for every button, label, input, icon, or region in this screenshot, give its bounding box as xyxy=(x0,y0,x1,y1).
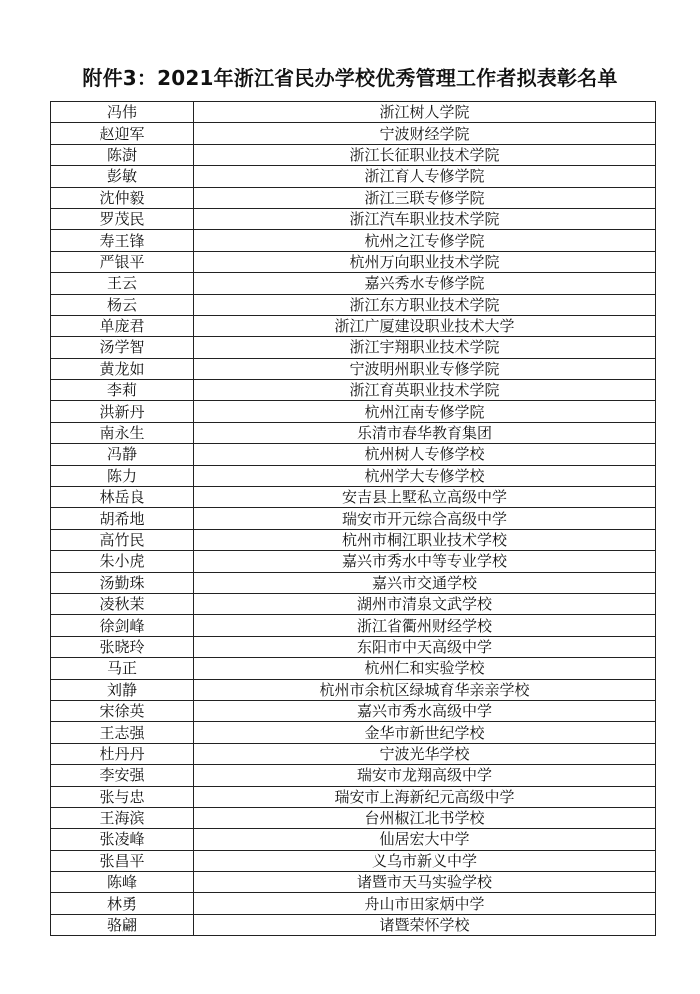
name-cell: 朱小虎 xyxy=(51,551,194,572)
table-row xyxy=(51,358,656,379)
name-cell: 李安强 xyxy=(51,765,194,786)
table-row xyxy=(51,658,656,679)
name-cell: 严银平 xyxy=(51,251,194,272)
name-cell: 赵迎军 xyxy=(51,123,194,144)
table-row xyxy=(51,422,656,443)
organization-cell: 浙江育英职业技术学院 xyxy=(194,380,656,401)
table-row xyxy=(51,230,656,251)
name-cell: 冯静 xyxy=(51,444,194,465)
organization-cell: 浙江树人学院 xyxy=(194,102,656,123)
organization-cell: 台州椒江北书学校 xyxy=(194,807,656,828)
table-row xyxy=(51,914,656,935)
organization-cell: 杭州仁和实验学校 xyxy=(194,658,656,679)
organization-cell: 嘉兴秀水专修学院 xyxy=(194,273,656,294)
name-cell: 冯伟 xyxy=(51,102,194,123)
organization-cell: 浙江汽车职业技术学院 xyxy=(194,208,656,229)
table-row xyxy=(51,850,656,871)
table-row xyxy=(51,700,656,721)
table-row xyxy=(51,337,656,358)
table-row xyxy=(51,786,656,807)
table-row xyxy=(51,743,656,764)
organization-cell: 杭州之江专修学院 xyxy=(194,230,656,251)
organization-cell: 浙江育人专修学院 xyxy=(194,166,656,187)
name-cell: 张晓玲 xyxy=(51,636,194,657)
table-row xyxy=(51,273,656,294)
name-cell: 陈峰 xyxy=(51,872,194,893)
organization-cell: 浙江东方职业技术学院 xyxy=(194,294,656,315)
table-row xyxy=(51,636,656,657)
table-row xyxy=(51,444,656,465)
name-cell: 王志强 xyxy=(51,722,194,743)
name-cell: 张与忠 xyxy=(51,786,194,807)
name-cell: 宋徐英 xyxy=(51,700,194,721)
organization-cell: 金华市新世纪学校 xyxy=(194,722,656,743)
table-row xyxy=(51,187,656,208)
organization-cell: 诸暨市天马实验学校 xyxy=(194,872,656,893)
name-cell: 王云 xyxy=(51,273,194,294)
table-row xyxy=(51,872,656,893)
table-row xyxy=(51,829,656,850)
name-cell: 寿王锋 xyxy=(51,230,194,251)
table-row xyxy=(51,529,656,550)
name-cell: 王海滨 xyxy=(51,807,194,828)
table-row xyxy=(51,294,656,315)
table-row xyxy=(51,401,656,422)
name-cell: 凌秋茉 xyxy=(51,593,194,614)
organization-cell: 东阳市中天高级中学 xyxy=(194,636,656,657)
name-cell: 张昌平 xyxy=(51,850,194,871)
table-row xyxy=(51,679,656,700)
table-row xyxy=(51,615,656,636)
table-row xyxy=(51,465,656,486)
organization-cell: 杭州树人专修学校 xyxy=(194,444,656,465)
organization-cell: 浙江省衢州财经学校 xyxy=(194,615,656,636)
organization-cell: 杭州市桐江职业技术学校 xyxy=(194,529,656,550)
table-row xyxy=(51,251,656,272)
name-cell: 罗茂民 xyxy=(51,208,194,229)
organization-cell: 湖州市清泉文武学校 xyxy=(194,593,656,614)
name-cell: 陈澍 xyxy=(51,144,194,165)
name-cell: 刘静 xyxy=(51,679,194,700)
name-cell: 洪新丹 xyxy=(51,401,194,422)
organization-cell: 瑞安市上海新纪元高级中学 xyxy=(194,786,656,807)
organization-cell: 乐清市春华教育集团 xyxy=(194,422,656,443)
name-cell: 杨云 xyxy=(51,294,194,315)
organization-cell: 杭州学大专修学校 xyxy=(194,465,656,486)
table-row xyxy=(51,551,656,572)
organization-cell: 舟山市田家炳中学 xyxy=(194,893,656,914)
organization-cell: 杭州市余杭区绿城育华亲亲学校 xyxy=(194,679,656,700)
table-row xyxy=(51,508,656,529)
name-cell: 南永生 xyxy=(51,422,194,443)
table-row xyxy=(51,722,656,743)
name-cell: 林岳良 xyxy=(51,487,194,508)
table-row xyxy=(51,893,656,914)
table-row xyxy=(51,593,656,614)
name-cell: 林勇 xyxy=(51,893,194,914)
organization-cell: 嘉兴市交通学校 xyxy=(194,572,656,593)
organization-cell: 瑞安市开元综合高级中学 xyxy=(194,508,656,529)
table-row xyxy=(51,807,656,828)
organization-cell: 诸暨荣怀学校 xyxy=(194,914,656,935)
page-title: 附件3：2021年浙江省民办学校优秀管理工作者拟表彰名单 xyxy=(82,66,618,90)
name-cell: 单庞君 xyxy=(51,315,194,336)
organization-cell: 宁波明州职业专修学院 xyxy=(194,358,656,379)
table-row xyxy=(51,208,656,229)
name-cell: 徐剑峰 xyxy=(51,615,194,636)
table-row xyxy=(51,166,656,187)
organization-cell: 浙江宇翔职业技术学院 xyxy=(194,337,656,358)
name-cell: 杜丹丹 xyxy=(51,743,194,764)
organization-cell: 浙江广厦建设职业技术大学 xyxy=(194,315,656,336)
name-cell: 汤学智 xyxy=(51,337,194,358)
organization-cell: 宁波光华学校 xyxy=(194,743,656,764)
name-cell: 彭敏 xyxy=(51,166,194,187)
name-cell: 胡希地 xyxy=(51,508,194,529)
name-cell: 骆翩 xyxy=(51,914,194,935)
organization-cell: 浙江长征职业技术学院 xyxy=(194,144,656,165)
organization-cell: 仙居宏大中学 xyxy=(194,829,656,850)
awardee-table xyxy=(50,101,656,936)
organization-cell: 杭州万向职业技术学院 xyxy=(194,251,656,272)
table-row xyxy=(51,487,656,508)
table-row xyxy=(51,102,656,123)
table-row xyxy=(51,380,656,401)
name-cell: 沈仲毅 xyxy=(51,187,194,208)
table-row xyxy=(51,315,656,336)
name-cell: 张凌峰 xyxy=(51,829,194,850)
table-row xyxy=(51,123,656,144)
name-cell: 李莉 xyxy=(51,380,194,401)
organization-cell: 安吉县上墅私立高级中学 xyxy=(194,487,656,508)
name-cell: 汤勤珠 xyxy=(51,572,194,593)
name-cell: 马正 xyxy=(51,658,194,679)
organization-cell: 嘉兴市秀水中等专业学校 xyxy=(194,551,656,572)
table-row xyxy=(51,144,656,165)
table-row xyxy=(51,572,656,593)
organization-cell: 嘉兴市秀水高级中学 xyxy=(194,700,656,721)
name-cell: 高竹民 xyxy=(51,529,194,550)
organization-cell: 瑞安市龙翔高级中学 xyxy=(194,765,656,786)
organization-cell: 浙江三联专修学院 xyxy=(194,187,656,208)
organization-cell: 杭州江南专修学院 xyxy=(194,401,656,422)
organization-cell: 宁波财经学院 xyxy=(194,123,656,144)
name-cell: 黄龙如 xyxy=(51,358,194,379)
name-cell: 陈力 xyxy=(51,465,194,486)
organization-cell: 义乌市新义中学 xyxy=(194,850,656,871)
table-row xyxy=(51,765,656,786)
